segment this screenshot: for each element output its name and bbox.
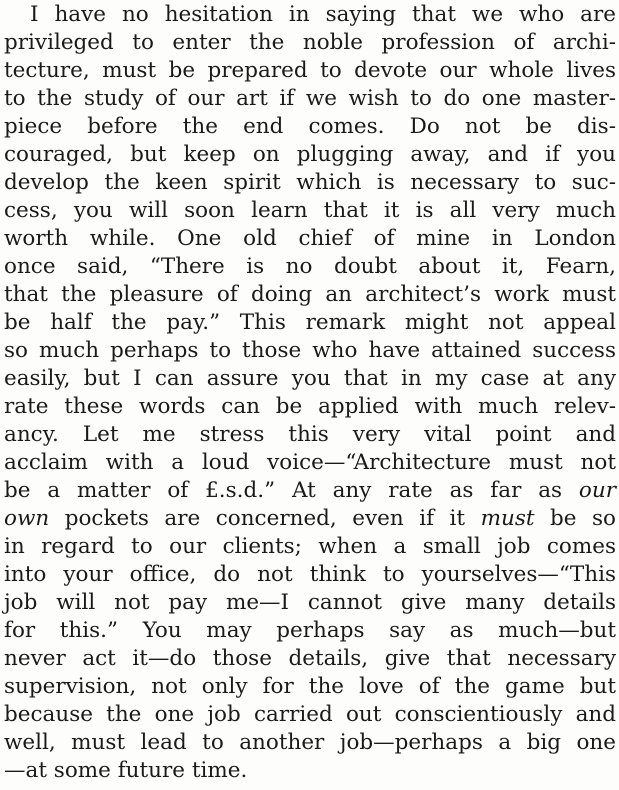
text-span: to the study of our art if we wish to do one master- (4, 86, 616, 111)
text-line (4, 336, 616, 366)
text-span: for this.” You may perhaps say as much—but (4, 618, 616, 643)
text-span: worth while. One old chief of mine in London (4, 226, 616, 251)
italic-word-own: own (4, 506, 50, 531)
text-span: couraged, but keep on plugging away, and if you (4, 142, 616, 167)
text-line (4, 196, 616, 226)
text-span: piece before the end comes. Do not be dis- (4, 114, 616, 139)
text-span: once said, “There is no doubt about it, Fearn, (4, 254, 616, 279)
text-line (4, 476, 616, 506)
text-span: never act it—do those details, give that necessary (4, 646, 616, 671)
text-span: be a matter of £.s.d.” At any rate as far as (4, 478, 579, 503)
text-span: supervision, not only for the love of the game but (4, 674, 616, 699)
text-line (4, 588, 616, 618)
text-span: tecture, must be prepared to devote our whole lives (4, 58, 616, 83)
text-span: —at some future time. (4, 758, 248, 783)
text-line (4, 168, 616, 198)
text-line (4, 140, 616, 170)
text-line (4, 252, 616, 282)
text-line (4, 420, 616, 450)
text-line-last (4, 756, 616, 786)
text-line (4, 112, 616, 142)
text-span: job will not pay me—I cannot give many details (4, 590, 616, 615)
text-span: into your office, do not think to yourselves—“This (4, 562, 616, 587)
text-span: be so (534, 506, 616, 531)
text-line (4, 56, 616, 86)
text-line (4, 560, 616, 590)
text-span: that the pleasure of doing an architect’s work must (4, 282, 616, 307)
text-span: because the one job carried out conscientiously and (4, 702, 616, 727)
text-line (4, 644, 616, 674)
text-span: be half the pay.” This remark might not appeal (4, 310, 616, 335)
text-span: I have no hesitation in saying that we who are (30, 2, 616, 27)
text-span: easily, but I can assure you that in my case at any (4, 366, 616, 391)
text-line (4, 672, 616, 702)
text-span: develop the keen spirit which is necessary to suc- (4, 170, 616, 195)
text-line (4, 616, 616, 646)
text-line (4, 728, 616, 758)
text-span: rate these words can be applied with much relev- (4, 394, 616, 419)
italic-word-must: must (480, 506, 535, 531)
italic-word-our: our (578, 478, 616, 503)
text-line (4, 84, 616, 114)
text-line (4, 280, 616, 310)
text-span: acclaim with a loud voice—“Architecture must not (4, 450, 616, 475)
text-span: so much perhaps to those who have attained success (4, 338, 616, 363)
text-line (4, 700, 616, 730)
text-span: cess, you will soon learn that it is all very much (4, 198, 616, 223)
text-line (4, 0, 616, 30)
text-line (4, 504, 616, 534)
text-span: ancy. Let me stress this very vital point and (4, 422, 616, 447)
text-line (4, 364, 616, 394)
text-line (4, 448, 616, 478)
text-line (4, 532, 616, 562)
text-line (4, 28, 616, 58)
text-span: privileged to enter the noble profession of archi- (4, 30, 616, 55)
text-span: well, must lead to another job—perhaps a big one (4, 730, 616, 755)
text-span: pockets are concerned, even if it (49, 506, 481, 531)
text-line (4, 224, 616, 254)
text-line (4, 392, 616, 422)
text-line (4, 308, 616, 338)
text-span: in regard to our clients; when a small job comes (4, 534, 616, 559)
